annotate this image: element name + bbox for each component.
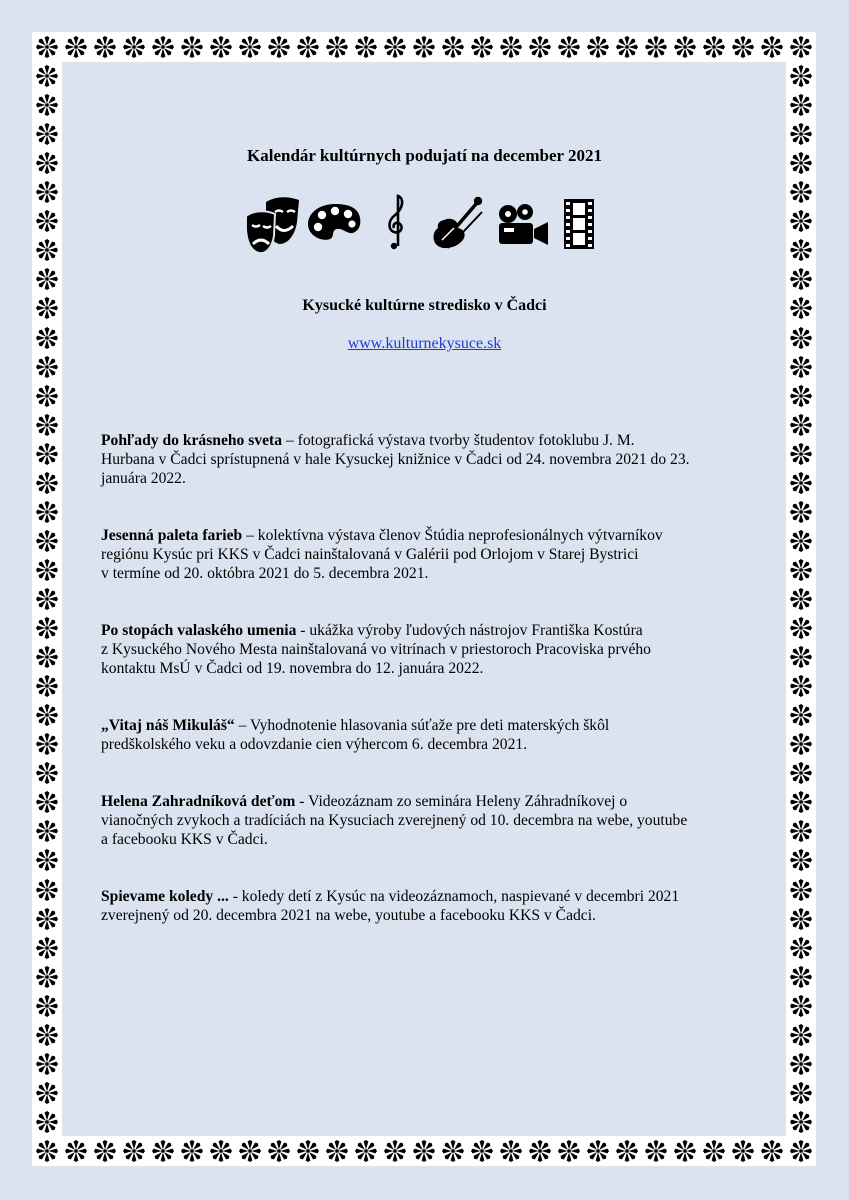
star-ornament-icon [790,1111,812,1133]
event-item [101,887,751,925]
star-ornament-icon [152,36,174,58]
event-description: predškolského veku a odovzdanie cien výhercom 6. decembra 2021. [101,736,528,753]
star-ornament-icon [790,1053,812,1075]
star-ornament-icon [123,1140,145,1162]
star-ornament-icon [36,443,58,465]
star-ornament-icon [790,879,812,901]
star-ornament-icon [587,36,609,58]
event-description: – fotografická výstava tvorby študentov fotoklubu J. M. [282,432,635,449]
event-name: Po stopách valaského umenia [101,622,297,639]
star-ornament-icon [471,36,493,58]
star-ornament-icon [645,1140,667,1162]
event-description: - Videozáznam zo seminára Heleny Záhradníkovej o [295,793,628,810]
star-ornament-icon [500,1140,522,1162]
star-ornament-icon [36,1082,58,1104]
star-ornament-icon [36,849,58,871]
star-ornament-icon [616,1140,638,1162]
star-ornament-icon [790,704,812,726]
event-name: Pohľady do krásneho sveta [101,432,283,449]
website-line [0,335,849,353]
star-ornament-icon [732,1140,754,1162]
star-ornament-icon [36,1111,58,1133]
event-list [101,431,751,925]
star-ornament-icon [790,820,812,842]
star-ornament-icon [790,937,812,959]
star-ornament-icon [36,995,58,1017]
star-ornament-icon [152,1140,174,1162]
event-description: januára 2022. [101,470,186,487]
star-ornament-icon [790,966,812,988]
star-ornament-icon [790,588,812,610]
star-ornament-icon [36,239,58,261]
website-link[interactable]: www.kulturnekysuce.sk [347,335,502,352]
star-ornament-icon [732,36,754,58]
star-ornament-icon [65,1140,87,1162]
star-ornament-icon [761,36,783,58]
event-item [101,716,751,754]
star-ornament-icon [355,36,377,58]
star-ornament-icon [210,1140,232,1162]
star-ornament-icon [645,36,667,58]
star-ornament-icon [761,1140,783,1162]
star-ornament-icon [36,908,58,930]
event-description: v termíne od 20. októbra 2021 do 5. decembra 2021. [101,565,429,582]
star-ornament-icon [790,268,812,290]
star-ornament-icon [94,36,116,58]
star-ornament-icon [790,472,812,494]
star-ornament-icon [790,530,812,552]
star-ornament-icon [36,820,58,842]
movie-camera-icon [494,190,552,254]
star-ornament-icon [790,791,812,813]
star-ornament-icon [297,36,319,58]
star-ornament-icon [36,704,58,726]
star-ornament-icon [616,36,638,58]
star-ornament-icon [36,1053,58,1075]
star-ornament-icon [268,36,290,58]
event-name: Jesenná paleta farieb [101,527,243,544]
star-ornament-icon [790,443,812,465]
star-ornament-icon [674,1140,696,1162]
star-ornament-icon [36,414,58,436]
star-ornament-icon [36,123,58,145]
star-ornament-icon [36,559,58,581]
star-ornament-icon [36,472,58,494]
star-ornament-icon [790,36,812,58]
star-ornament-icon [790,501,812,523]
star-ornament-icon [790,675,812,697]
star-ornament-icon [790,123,812,145]
event-description: – Vyhodnotenie hlasovania súťaže pre deti materských škôl [234,717,610,734]
film-strip-icon [560,190,600,254]
event-name: „Vitaj náš Mikuláš“ [101,717,235,734]
organization-name: Kysucké kultúrne stredisko v Čadci [302,297,547,314]
star-ornament-icon [790,908,812,930]
event-item [101,526,751,583]
star-ornament-icon [790,65,812,87]
star-ornament-icon [297,1140,319,1162]
star-ornament-icon [210,36,232,58]
star-ornament-icon [790,94,812,116]
star-ornament-icon [326,36,348,58]
palette-icon [306,190,364,254]
star-ornament-icon [413,1140,435,1162]
star-ornament-icon [442,36,464,58]
star-ornament-icon [36,937,58,959]
star-ornament-icon [36,501,58,523]
star-ornament-icon [36,1024,58,1046]
page-title: Kalendár kultúrnych podujatí na december 2021 [247,146,602,165]
star-ornament-icon [384,36,406,58]
star-ornament-icon [36,181,58,203]
star-ornament-icon [500,36,522,58]
event-description: Hurbana v Čadci sprístupnená v hale Kysuckej knižnice v Čadci od 24. novembra 2021 do 23. [101,451,690,468]
star-ornament-icon [790,356,812,378]
star-ornament-icon [36,94,58,116]
star-ornament-icon [36,1140,58,1162]
star-ornament-icon [790,995,812,1017]
culture-icons [240,190,610,254]
star-ornament-icon [123,36,145,58]
star-ornament-icon [36,733,58,755]
star-ornament-icon [36,617,58,639]
star-ornament-icon [36,646,58,668]
event-item [101,792,751,849]
star-ornament-icon [36,762,58,784]
star-ornament-icon [355,1140,377,1162]
star-ornament-icon [790,414,812,436]
event-description: zverejnený od 20. decembra 2021 na webe, youtube a facebooku KKS v Čadci. [101,907,596,924]
star-ornament-icon [558,36,580,58]
star-ornament-icon [529,36,551,58]
violin-icon [430,190,488,254]
star-ornament-icon [36,966,58,988]
star-ornament-icon [65,36,87,58]
event-description: – kolektívna výstava členov Štúdia neprofesionálnych výtvarníkov [242,527,663,544]
star-ornament-icon [239,36,261,58]
star-ornament-icon [36,675,58,697]
star-ornament-icon [471,1140,493,1162]
star-ornament-icon [181,1140,203,1162]
star-ornament-icon [36,791,58,813]
star-ornament-icon [790,849,812,871]
star-ornament-icon [36,356,58,378]
star-ornament-icon [36,879,58,901]
star-ornament-icon [790,1082,812,1104]
star-ornament-icon [36,65,58,87]
star-ornament-icon [94,1140,116,1162]
star-ornament-icon [790,1140,812,1162]
event-item [101,621,751,678]
event-description: - koledy detí z Kysúc na videozáznamoch, naspievané v decembri 2021 [228,888,680,905]
star-ornament-icon [790,617,812,639]
star-ornament-icon [790,559,812,581]
event-name: Spievame koledy ... [101,888,229,905]
star-ornament-icon [790,181,812,203]
star-ornament-icon [790,385,812,407]
star-ornament-icon [413,36,435,58]
star-ornament-icon [268,1140,290,1162]
event-name: Helena Zahradníková deťom [101,793,296,810]
star-ornament-icon [703,36,725,58]
event-description: kontaktu MsÚ v Čadci od 19. novembra do 12. januára 2022. [101,660,484,677]
star-ornament-icon [558,1140,580,1162]
star-ornament-icon [36,36,58,58]
event-item [101,431,751,488]
star-ornament-icon [36,210,58,232]
star-ornament-icon [703,1140,725,1162]
star-ornament-icon [36,268,58,290]
star-ornament-icon [384,1140,406,1162]
star-ornament-icon [790,646,812,668]
star-ornament-icon [36,530,58,552]
star-ornament-icon [239,1140,261,1162]
star-ornament-icon [529,1140,551,1162]
star-ornament-icon [790,210,812,232]
event-description: z Kysuckého Nového Mesta nainštalovaná vo vitrínach v priestoroch Pracoviska prvého [101,641,651,658]
star-ornament-icon [181,36,203,58]
star-ornament-icon [587,1140,609,1162]
star-ornament-icon [36,385,58,407]
star-ornament-icon [326,1140,348,1162]
event-description: regiónu Kysúc pri KKS v Čadci nainštalovaná v Galérii pod Orlojom v Starej Bystrici [101,546,639,563]
star-ornament-icon [790,239,812,261]
star-ornament-icon [36,588,58,610]
star-ornament-icon [674,36,696,58]
event-description: a facebooku KKS v Čadci. [101,831,268,848]
star-ornament-icon [790,733,812,755]
treble-clef-icon [382,190,412,254]
event-description: - ukážka výroby ľudových nástrojov Františka Kostúra [296,622,643,639]
star-ornament-icon [790,1024,812,1046]
event-description: vianočných zvykoch a tradíciách na Kysuciach zverejnený od 10. decembra na webe, youtube [101,812,688,829]
theater-masks-icon [244,190,302,254]
star-ornament-icon [790,762,812,784]
star-ornament-icon [442,1140,464,1162]
